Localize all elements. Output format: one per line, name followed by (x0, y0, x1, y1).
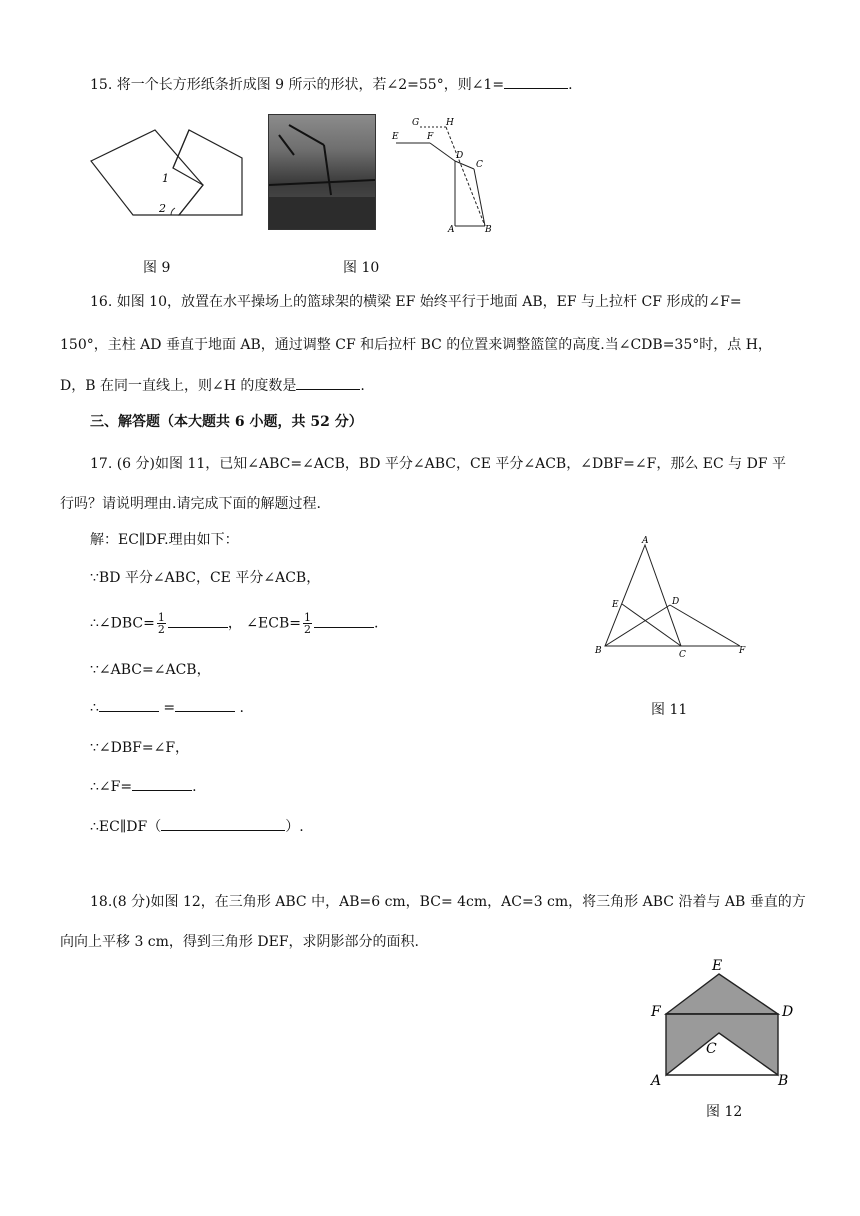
figure-12 (648, 958, 800, 1090)
answer-blank[interactable] (168, 613, 228, 628)
point-A-label: A (642, 536, 649, 546)
solution-step-4 (90, 697, 244, 718)
point-F-label: F (427, 132, 434, 142)
angle-2-label: 2 (159, 202, 166, 215)
basketball-stand-photo (268, 114, 376, 230)
question-16-line-2: 150°，主柱 AD 垂直于地面 AB，通过调整 CF 和后拉杆 BC 的位置来调整篮筐的高度.当∠CDB=35°时，点 H， (60, 337, 772, 353)
point-A-label: A (448, 225, 455, 235)
step-4-end: . (235, 700, 245, 716)
fraction-denominator: 2 (157, 623, 165, 636)
question-15-tail: . (568, 77, 573, 93)
fraction-denominator: 2 (304, 623, 311, 636)
step-7-end: ）. (285, 819, 304, 835)
figure-10-caption: 图 10 (343, 260, 380, 276)
point-B-label: B (595, 646, 602, 656)
step-2-end: . (374, 615, 379, 632)
fraction-half (157, 612, 166, 635)
figure-11 (592, 533, 752, 661)
solution-step-7 (90, 816, 304, 837)
question-15-text: 15. 将一个长方形纸条折成图 9 所示的形状，若∠2=55°，则∠1= (90, 77, 505, 93)
question-16-line-1: 16. 如图 10，放置在水平操场上的篮球架的横梁 EF 始终平行于地面 AB，EF 与上拉杆 CF 形成的∠F= (90, 294, 742, 310)
figure-12-caption: 图 12 (706, 1104, 743, 1120)
solution-step-2 (90, 612, 378, 635)
step-2-lead: ∴∠DBC= (90, 615, 155, 632)
fraction-numerator: 1 (304, 611, 311, 624)
solution-step-1: ∵BD 平分∠ABC，CE 平分∠ACB， (90, 570, 321, 586)
figure-11-caption: 图 11 (651, 702, 688, 718)
question-16-line-3 (60, 375, 365, 396)
question-17-line-1: 17. (6 分)如图 11，已知∠ABC=∠ACB，BD 平分∠ABC，CE 平分∠ACB，∠DBF=∠F，那么 EC 与 DF 平 (90, 456, 787, 472)
step-6-end: . (192, 779, 197, 795)
step-4-mid: = (158, 700, 176, 716)
point-C-label: C (679, 650, 686, 660)
solution-step-3: ∵∠ABC=∠ACB， (90, 662, 211, 678)
solution-step-5: ∵∠DBF=∠F， (90, 740, 190, 756)
step-4-lead: ∴ (90, 700, 99, 716)
point-E-label: E (712, 958, 723, 974)
point-E-label: E (612, 600, 619, 610)
point-D-label: D (672, 597, 680, 607)
point-F-label: F (651, 1004, 661, 1020)
fraction-numerator: 1 (157, 611, 165, 624)
point-B-label: B (778, 1073, 789, 1089)
answer-blank[interactable] (132, 776, 192, 791)
solution-step-6 (90, 776, 197, 797)
solution-intro: 解：EC∥DF.理由如下： (90, 532, 239, 548)
answer-blank[interactable] (99, 697, 159, 712)
question-16-line-3-text: D，B 在同一直线上，则∠H 的度数是 (60, 378, 297, 394)
point-F-label: F (739, 646, 746, 656)
angle-1-label: 1 (162, 172, 169, 185)
point-E-label: E (392, 132, 399, 142)
point-D-label: D (782, 1004, 794, 1020)
question-15 (90, 74, 573, 95)
fraction-half (303, 612, 312, 635)
question-18-line-1: 18.(8 分)如图 12，在三角形 ABC 中，AB=6 cm，BC= 4cm，AC=3 cm，将三角形 ABC 沿着与 AB 垂直的方 (90, 894, 806, 910)
point-H-label: H (446, 118, 454, 128)
point-G-label: G (412, 118, 420, 128)
question-16-tail: . (360, 378, 365, 394)
figure-10-diagram (388, 113, 498, 235)
section-3-title: 三、解答题（本大题共 6 小题，共 52 分） (90, 414, 363, 430)
figure-9-caption: 图 9 (143, 260, 171, 276)
answer-blank[interactable] (504, 74, 568, 89)
answer-blank[interactable] (296, 375, 360, 390)
answer-blank[interactable] (175, 697, 235, 712)
question-17-line-2: 行吗？请说明理由.请完成下面的解题过程. (60, 496, 321, 512)
answer-blank[interactable] (161, 816, 285, 831)
question-18-line-2: 向向上平移 3 cm，得到三角形 DEF，求阴影部分的面积. (60, 934, 419, 950)
point-D-label: D (456, 151, 464, 161)
answer-blank[interactable] (314, 613, 374, 628)
point-C-label: C (476, 160, 483, 170)
point-B-label: B (485, 225, 492, 235)
point-C-label: C (706, 1041, 717, 1057)
figure-9 (85, 128, 245, 220)
point-A-label: A (651, 1073, 662, 1089)
step-6-lead: ∴∠F= (90, 779, 133, 795)
step-7-lead: ∴EC∥DF（ (90, 819, 162, 835)
step-2-mid: ， ∠ECB= (227, 615, 301, 632)
